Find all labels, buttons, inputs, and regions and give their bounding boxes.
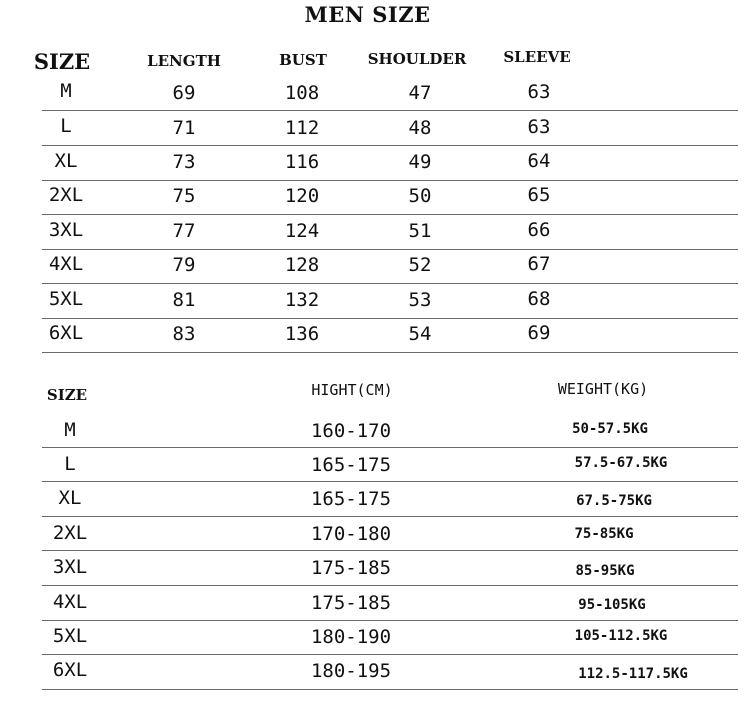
- table-cell-length: 81: [172, 289, 196, 311]
- table-cell-weight: 50-57.5KG: [572, 421, 648, 437]
- table-cell-size: 6XL: [52, 659, 88, 681]
- table-cell-bust: 128: [284, 254, 320, 276]
- row-divider: [42, 352, 738, 353]
- table-cell-height: 170-180: [310, 523, 392, 545]
- sleeve-header: SLEEVE: [503, 48, 571, 66]
- size-header: SIZE: [46, 386, 88, 404]
- table-cell-weight: 67.5-75KG: [576, 493, 652, 509]
- table-cell-weight: 95-105KG: [578, 597, 646, 613]
- table-cell-length: 77: [172, 220, 196, 242]
- row-divider: [42, 283, 738, 284]
- table-cell-sleeve: 67: [527, 253, 551, 275]
- table-cell-shoulder: 52: [408, 254, 432, 276]
- row-divider: [42, 318, 738, 319]
- row-divider: [42, 516, 738, 517]
- table-cell-sleeve: 66: [527, 219, 551, 241]
- table-cell-size: M: [64, 419, 76, 441]
- table-cell-bust: 124: [284, 220, 320, 242]
- table-cell-shoulder: 47: [408, 82, 432, 104]
- table-cell-height: 180-190: [310, 626, 392, 648]
- row-divider: [42, 447, 738, 448]
- table-cell-sleeve: 63: [527, 116, 551, 138]
- table-cell-length: 83: [172, 323, 196, 345]
- row-divider: [42, 481, 738, 482]
- table-cell-length: 75: [172, 185, 196, 207]
- table-cell-bust: 112: [284, 117, 320, 139]
- table-cell-size: 2XL: [48, 184, 84, 206]
- row-divider: [42, 620, 738, 621]
- row-divider: [42, 110, 738, 111]
- height-header: HIGHT(CM): [311, 381, 393, 399]
- shoulder-header: SHOULDER: [367, 50, 467, 68]
- table-cell-length: 69: [172, 82, 196, 104]
- bust-header: BUST: [279, 51, 327, 69]
- weight-header: WEIGHT(KG): [557, 380, 649, 398]
- row-divider: [42, 145, 738, 146]
- table-cell-sleeve: 68: [527, 288, 551, 310]
- table-cell-shoulder: 50: [408, 185, 432, 207]
- table-cell-weight: 75-85KG: [574, 526, 634, 542]
- table-cell-weight: 105-112.5KG: [574, 628, 668, 644]
- table-cell-shoulder: 51: [408, 220, 432, 242]
- table-cell-shoulder: 49: [408, 151, 432, 173]
- table-cell-bust: 120: [284, 185, 320, 207]
- table-cell-size: 4XL: [48, 253, 84, 275]
- table-cell-size: 3XL: [52, 556, 88, 578]
- table-cell-bust: 132: [284, 289, 320, 311]
- table-cell-weight: 112.5-117.5KG: [578, 666, 688, 682]
- row-divider: [42, 249, 738, 250]
- table-cell-size: 5XL: [52, 625, 88, 647]
- table-cell-size: M: [60, 80, 72, 102]
- table-cell-length: 79: [172, 254, 196, 276]
- table-cell-sleeve: 64: [527, 150, 551, 172]
- table-cell-size: 2XL: [52, 522, 88, 544]
- row-divider: [42, 180, 738, 181]
- length-header: LENGTH: [147, 52, 221, 70]
- row-divider: [42, 689, 738, 690]
- table-cell-bust: 108: [284, 82, 320, 104]
- table-cell-sleeve: 69: [527, 322, 551, 344]
- table-cell-sleeve: 63: [527, 81, 551, 103]
- table-cell-size: L: [60, 115, 72, 137]
- table-cell-size: XL: [58, 487, 82, 509]
- table-cell-size: 5XL: [48, 288, 84, 310]
- table-cell-length: 71: [172, 117, 196, 139]
- table-cell-height: 175-185: [310, 557, 392, 579]
- table-cell-size: L: [64, 453, 76, 475]
- table-cell-size: 4XL: [52, 591, 88, 613]
- table-cell-size: XL: [54, 150, 78, 172]
- table-cell-weight: 57.5-67.5KG: [574, 455, 668, 471]
- table-cell-height: 165-175: [310, 488, 392, 510]
- page-title: MEN SIZE: [304, 2, 431, 27]
- table-cell-size: 6XL: [48, 322, 84, 344]
- table-cell-height: 165-175: [310, 454, 392, 476]
- row-divider: [42, 214, 738, 215]
- table-cell-weight: 85-95KG: [575, 563, 635, 579]
- table-cell-height: 175-185: [310, 592, 392, 614]
- table-cell-bust: 136: [284, 323, 320, 345]
- row-divider: [42, 585, 738, 586]
- table-cell-shoulder: 48: [408, 117, 432, 139]
- table-cell-size: 3XL: [48, 219, 84, 241]
- table-cell-shoulder: 53: [408, 289, 432, 311]
- table-cell-length: 73: [172, 151, 196, 173]
- table-cell-height: 160-170: [310, 420, 392, 442]
- table-cell-height: 180-195: [310, 660, 392, 682]
- table-cell-shoulder: 54: [408, 323, 432, 345]
- table-cell-bust: 116: [284, 151, 320, 173]
- row-divider: [42, 654, 738, 655]
- size-header: SIZE: [33, 49, 91, 74]
- row-divider: [42, 550, 738, 551]
- table-cell-sleeve: 65: [527, 184, 551, 206]
